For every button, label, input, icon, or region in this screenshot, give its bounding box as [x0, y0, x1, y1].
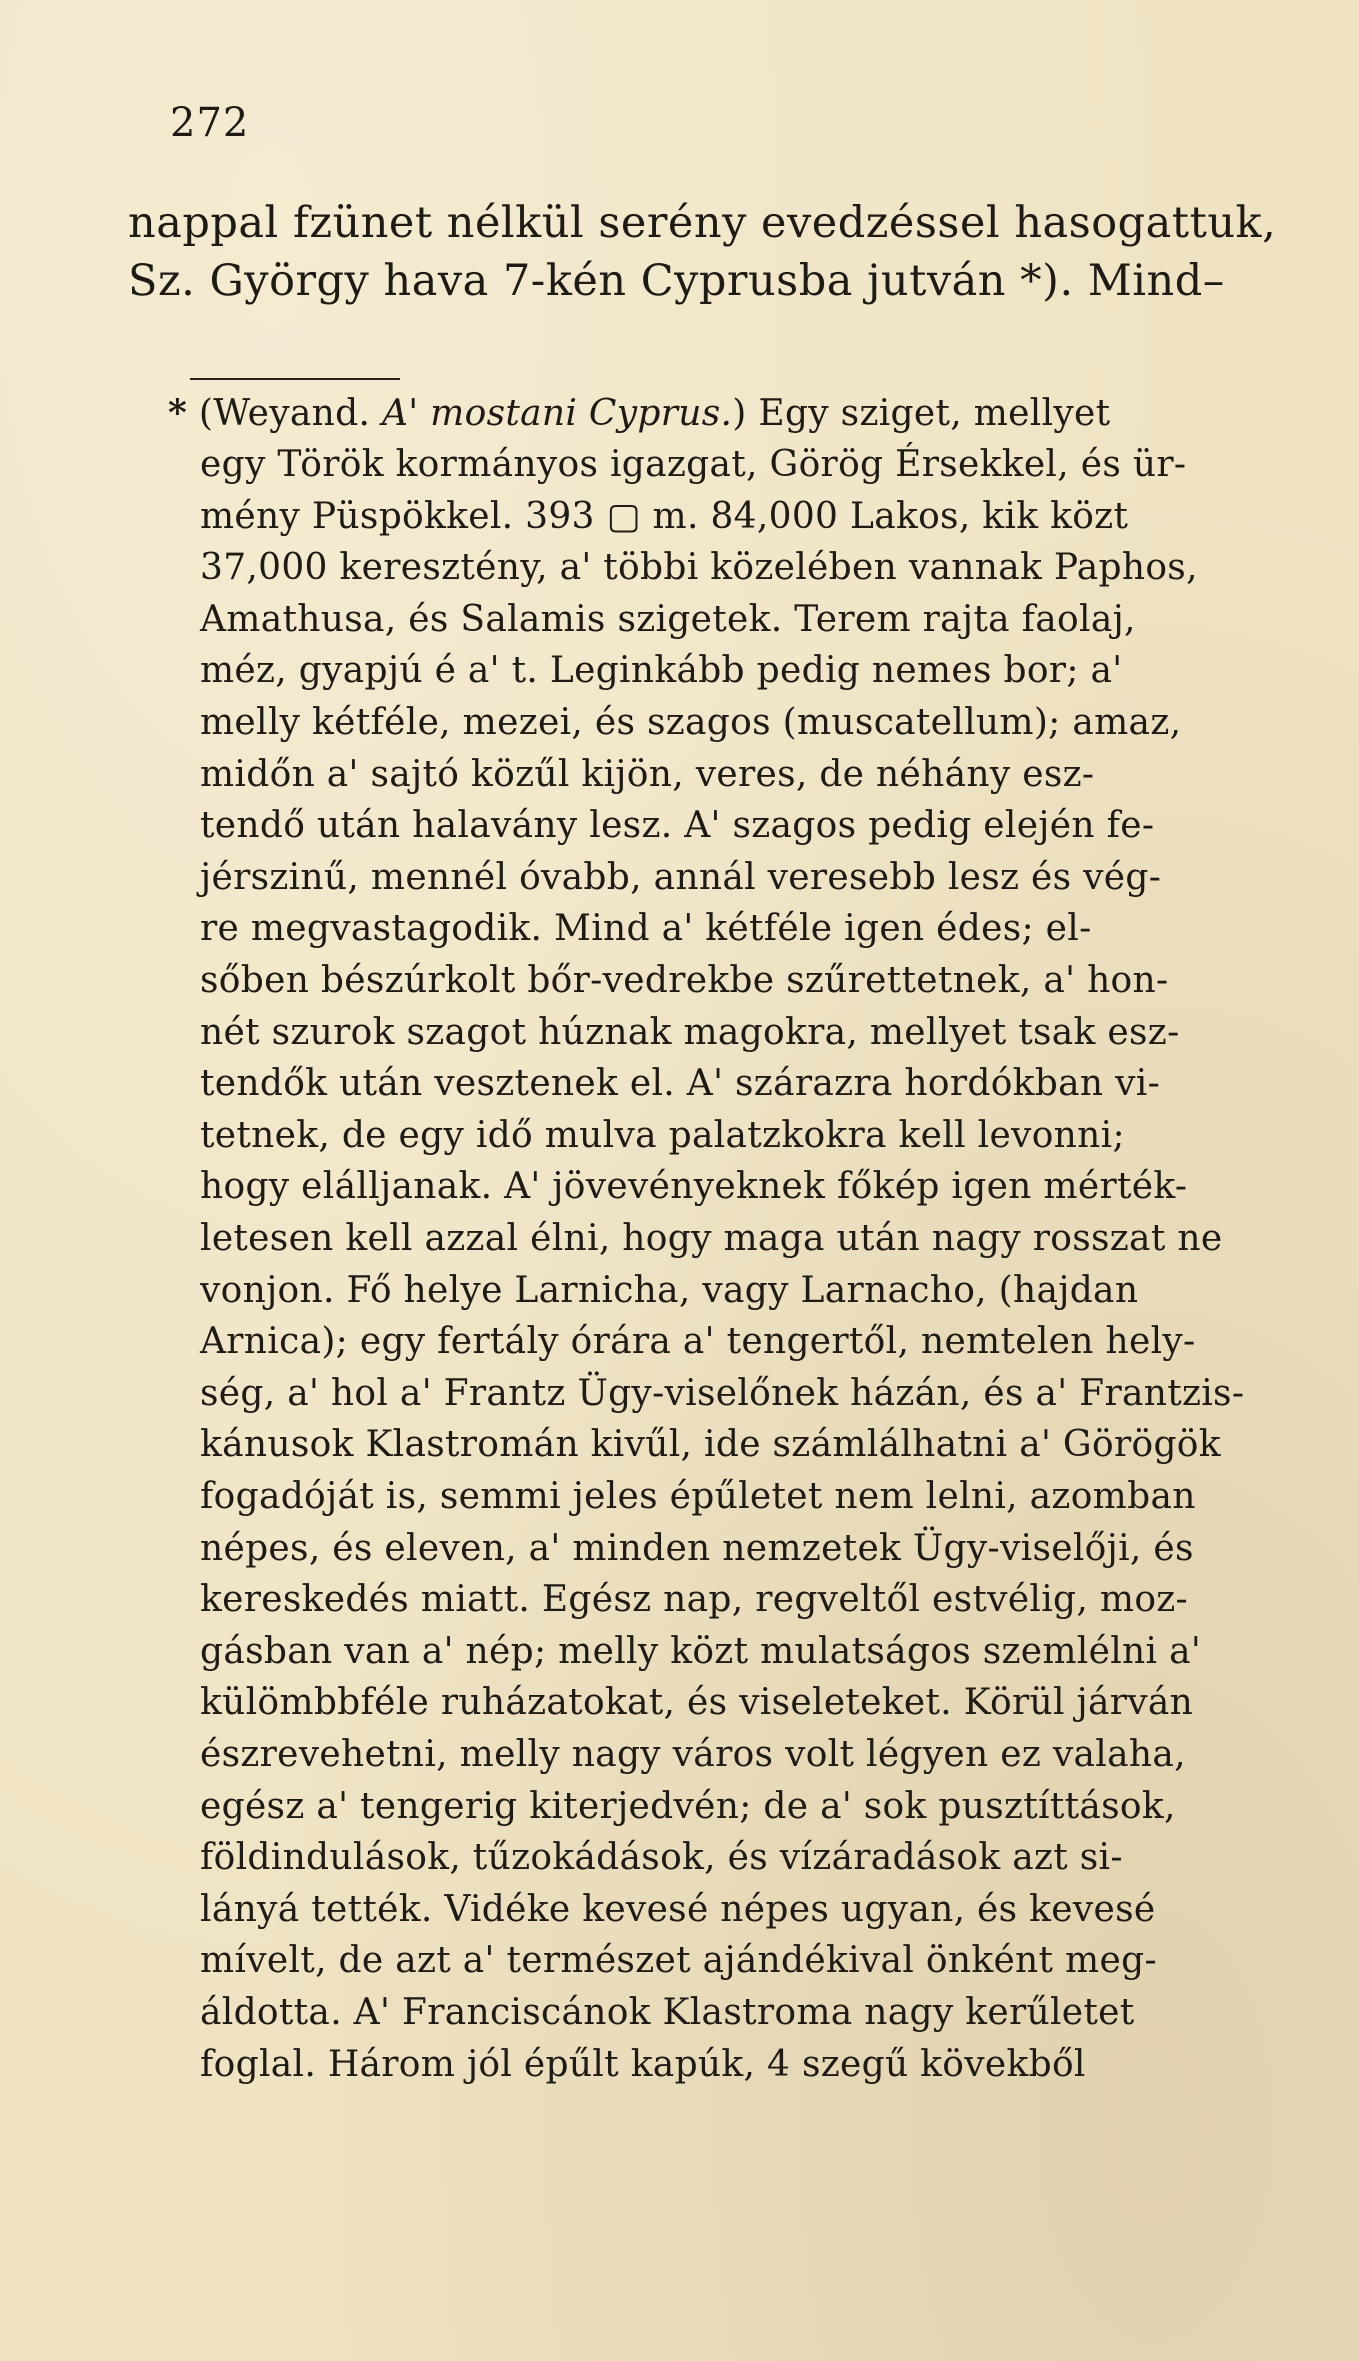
main-text-line-1: nappal fzünet nélkül serény evedzéssel hasogattuk,: [128, 198, 1277, 248]
footnote-line-32: áldotta. A' Franciscánok Klastroma nagy kerűletet: [200, 1992, 1135, 2033]
main-text-line-2: Sz. György hava 7-kén Cyprusba jutván *). Mind–: [128, 256, 1225, 306]
footnote-line-2: egy Török kormányos igazgat, Görög Érsekkel, és ür-: [200, 444, 1187, 485]
footnote-marker: *: [168, 392, 188, 434]
footnote-line-20: ség, a' hol a' Frantz Ügy-viselőnek házán, és a' Frantzis-: [200, 1372, 1245, 1414]
footnote-source-title: A' mostani Cyprus.: [381, 393, 733, 434]
footnote-divider: [190, 378, 400, 380]
footnote-line-16: hogy elálljanak. A' jövevényeknek főkép igen mérték-: [200, 1166, 1188, 1208]
footnote-line-10: jérszinű, mennél óvabb, annál veresebb lesz és vég-: [200, 856, 1162, 898]
footnote-line-14: tendők után vesztenek el. A' szárazra hordókban vi-: [200, 1063, 1161, 1105]
footnote-line-5: Amathusa, és Salamis szigetek. Terem rajta faolaj,: [200, 598, 1136, 640]
footnote-line-31: mívelt, de azt a' természet ajándékival önként meg-: [200, 1940, 1157, 1982]
footnote-line-15: tetnek, de egy idő mulva palatzkokra kell levonni;: [200, 1114, 1125, 1156]
footnote-line-7: melly kétféle, mezei, és szagos (muscatellum); amaz,: [200, 702, 1182, 743]
footnote-line-8: midőn a' sajtó közűl kijön, veres, de néhány esz-: [200, 753, 1095, 795]
footnote-line-17: letesen kell azzal élni, hogy maga után nagy rosszat ne: [200, 1218, 1223, 1259]
footnote-line-27: észrevehetni, melly nagy város volt légyen ez valaha,: [200, 1734, 1186, 1775]
footnote-line-18: vonjon. Fő helye Larnicha, vagy Larnacho, (hajdan: [200, 1269, 1139, 1311]
footnote-line-33: foglal. Három jól épűlt kapúk, 4 szegű kövekből: [200, 2043, 1086, 2085]
footnote-line-9: tendő után halavány lesz. A' szagos pedig elején fe-: [200, 805, 1155, 847]
footnote-line-24: kereskedés miatt. Egész nap, regveltől estvélig, moz-: [200, 1579, 1189, 1621]
footnote-line-13: nét szurok szagot húznak magokra, mellyet tsak esz-: [200, 1011, 1180, 1053]
footnote-line-12: sőben bészúrkolt bőr-vedrekbe szűrettetnek, a' hon-: [200, 960, 1169, 1001]
footnote-first-rest: ) Egy sziget, mellyet: [732, 393, 1111, 434]
footnote-line-25: gásban van a' nép; melly közt mulatságos szemlélni a': [200, 1630, 1202, 1672]
footnote-line-22: fogadóját is, semmi jeles épűletet nem lelni, azomban: [200, 1476, 1196, 1517]
footnote-line-30: lányá tették. Vidéke kevesé népes ugyan, és kevesé: [200, 1888, 1156, 1930]
footnote-line-28: egész a' tengerig kiterjedvén; de a' sok pusztíttások,: [200, 1785, 1176, 1827]
footnote-line-19: Arnica); egy fertály órára a' tengertől, nemtelen hely-: [200, 1321, 1196, 1363]
footnote-line-6: méz, gyapjú é a' t. Leginkább pedig nemes bor; a': [200, 650, 1123, 692]
footnote-open: (Weyand.: [198, 393, 382, 434]
footnote-line-26: külömbbféle ruházatokat, és viseleteket. Körül járván: [200, 1682, 1194, 1724]
footnote-line-29: földindulások, tűzokádások, és vízáradások azt si-: [200, 1837, 1123, 1879]
footnote-line-23: népes, és eleven, a' minden nemzetek Ügy-viselőji, és: [200, 1527, 1194, 1569]
footnote-line-4: 37,000 keresztény, a' többi közelében vannak Paphos,: [200, 547, 1198, 589]
footnote-line-21: kánusok Klastromán kivűl, ide számlálhatni a' Görögök: [200, 1424, 1221, 1466]
footnote-line-3: mény Püspökkel. 393 ▢ m. 84,000 Lakos, kik közt: [200, 495, 1129, 537]
footnote-line-1: [168, 392, 1228, 434]
footnote-line-11: re megvastagodik. Mind a' kétféle igen édes; el-: [200, 908, 1092, 950]
page-number: 272: [170, 100, 250, 146]
